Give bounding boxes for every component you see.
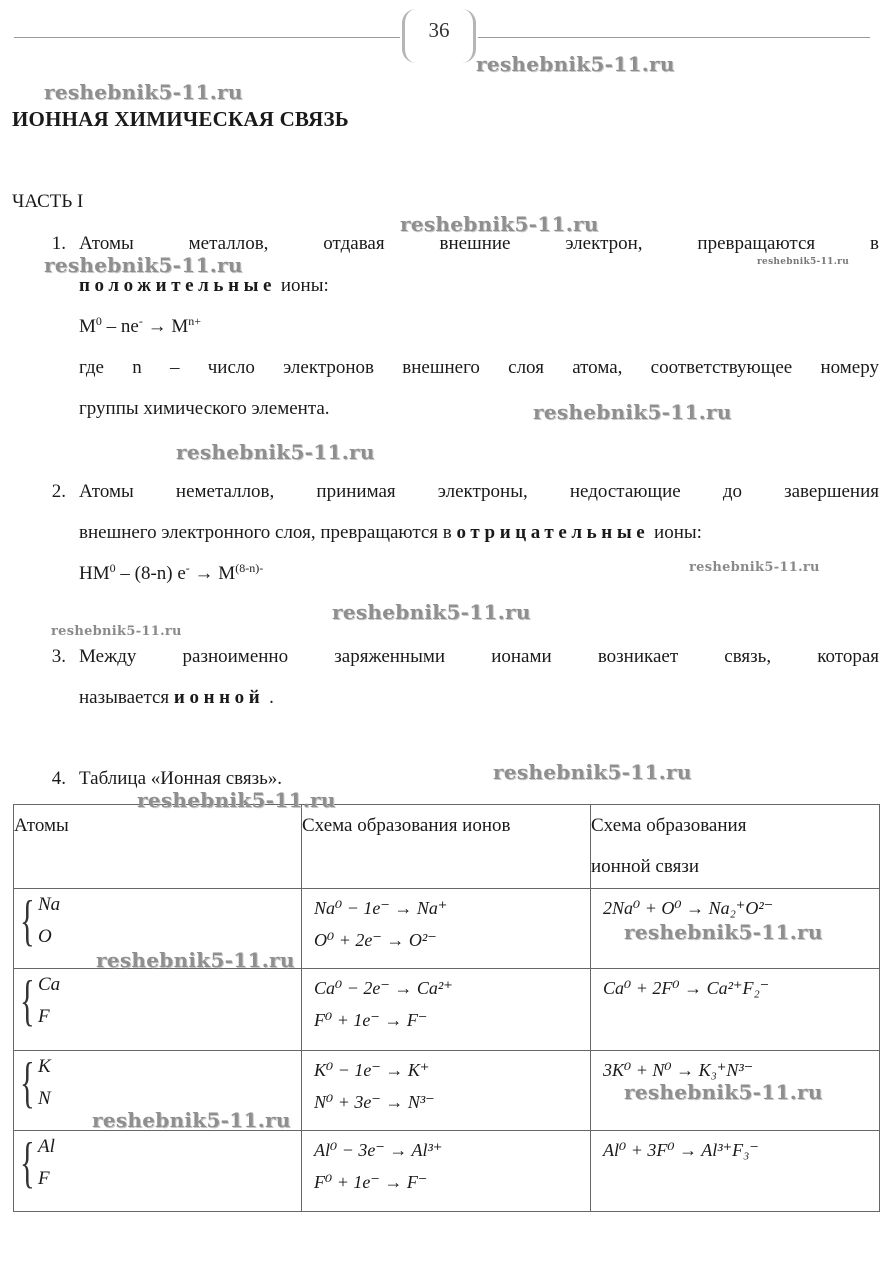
brace-icon: { bbox=[20, 1132, 35, 1194]
item-3-line-2: называется ионной . bbox=[79, 687, 274, 708]
atoms-cell: { Al F bbox=[14, 1131, 302, 1212]
bond-scheme-cell: Al⁰ + 3F⁰ → Al³⁺F₃⁻ bbox=[591, 1131, 880, 1212]
bond-scheme-cell: Ca⁰ + 2F⁰ → Ca²⁺F₂⁻ bbox=[591, 969, 880, 1051]
header-rule-left bbox=[14, 37, 400, 38]
watermark: reshebnik5-11.ru bbox=[624, 920, 823, 944]
watermark: reshebnik5-11.ru bbox=[44, 80, 243, 104]
atoms-cell: { K N bbox=[14, 1051, 302, 1131]
item-1-line-2 bbox=[79, 275, 879, 297]
brace-icon: { bbox=[20, 970, 35, 1032]
header-ion-scheme: Схема образования ионов bbox=[302, 805, 591, 889]
item-2-line-1: Атомы неметаллов, принимая электроны, недостающие до завершения bbox=[79, 481, 879, 502]
item-1-line-1: Атомы металлов, отдавая внешние электрон, превращаются в bbox=[79, 233, 879, 254]
section-title: ИОННАЯ ХИМИЧЕСКАЯ СВЯЗЬ bbox=[12, 107, 349, 131]
item-2-line-2: внешнего электронного слоя, превращаются в отрицательные ионы: bbox=[79, 522, 702, 543]
item-number-3: 3. bbox=[51, 646, 66, 667]
bond-scheme-cell: 3K⁰ + N⁰ → K₃⁺N³⁻ bbox=[591, 1051, 880, 1131]
emphasis-positive: положительные bbox=[79, 275, 277, 296]
item-1-line-3: где n – число электронов внешнего слоя атома, соответствующее номеру bbox=[79, 357, 879, 378]
atoms-cell: { Na O bbox=[14, 889, 302, 969]
item-3-line-1: Между разноименно заряженными ионами возникает связь, которая bbox=[79, 646, 879, 667]
watermark: reshebnik5-11.ru bbox=[400, 212, 599, 236]
header-bond-scheme: Схема образования ионной связи bbox=[591, 805, 880, 889]
watermark: reshebnik5-11.ru bbox=[137, 788, 336, 812]
header-atoms: Атомы bbox=[14, 805, 302, 889]
formula-metal-ionization: $M^0 - ne^- \to M^{n+}$ bbox=[79, 314, 202, 337]
item-4-line-1: Таблица «Ионная связь». bbox=[79, 768, 283, 789]
item-number-4: 4. bbox=[51, 768, 66, 789]
watermark: reshebnik5-11.ru bbox=[96, 948, 295, 972]
watermark: reshebnik5-11.ru bbox=[533, 400, 732, 424]
item-1-line-2-tail: ионы: bbox=[276, 275, 329, 296]
ion-scheme-cell: Al⁰ − 3e⁻ → Al³⁺ F⁰ + 1e⁻ → F⁻ bbox=[302, 1131, 591, 1212]
atoms-cell: { Ca F bbox=[14, 969, 302, 1051]
table-header-row bbox=[14, 805, 880, 889]
watermark: reshebnik5-11.ru bbox=[176, 440, 375, 464]
watermark: reshebnik5-11.ru bbox=[476, 52, 675, 76]
table-row bbox=[14, 1131, 880, 1212]
item-number-2: 2. bbox=[51, 481, 66, 502]
watermark: reshebnik5-11.ru bbox=[44, 253, 243, 277]
watermark: reshebnik5-11.ru bbox=[689, 560, 820, 575]
ion-scheme-cell: Na⁰ − 1e⁻ → Na⁺ O⁰ + 2e⁻ → O²⁻ bbox=[302, 889, 591, 969]
watermark: reshebnik5-11.ru bbox=[332, 600, 531, 624]
item-number-1: 1. bbox=[51, 233, 66, 254]
ionic-bond-table bbox=[13, 804, 880, 1212]
emphasis-ionic: ионной bbox=[173, 687, 265, 708]
ion-scheme-cell: K⁰ − 1e⁻ → K⁺ N⁰ + 3e⁻ → N³⁻ bbox=[302, 1051, 591, 1131]
watermark: reshebnik5-11.ru bbox=[92, 1108, 291, 1132]
ion-scheme-cell: Ca⁰ − 2e⁻ → Ca²⁺ F⁰ + 1e⁻ → F⁻ bbox=[302, 969, 591, 1051]
watermark: reshebnik5-11.ru bbox=[51, 624, 182, 639]
watermark: reshebnik5-11.ru bbox=[757, 257, 850, 267]
brace-icon: { bbox=[20, 890, 35, 952]
watermark: reshebnik5-11.ru bbox=[493, 760, 692, 784]
item-1-line-4: группы химического элемента. bbox=[79, 398, 330, 419]
bond-scheme-cell: 2Na⁰ + O⁰ → Na₂⁺O²⁻ bbox=[591, 889, 880, 969]
brace-icon: { bbox=[20, 1052, 35, 1114]
header-rule-right bbox=[478, 37, 870, 38]
emphasis-negative: отрицательные bbox=[456, 522, 650, 543]
formula-nonmetal-ionization: $HM^0 - (8-n) e^- \to M^{(8-n)-}$ bbox=[79, 561, 264, 584]
page-number: 36 bbox=[428, 18, 450, 42]
part-heading: ЧАСТЬ I bbox=[12, 191, 84, 212]
table-row bbox=[14, 969, 880, 1051]
watermark: reshebnik5-11.ru bbox=[624, 1080, 823, 1104]
